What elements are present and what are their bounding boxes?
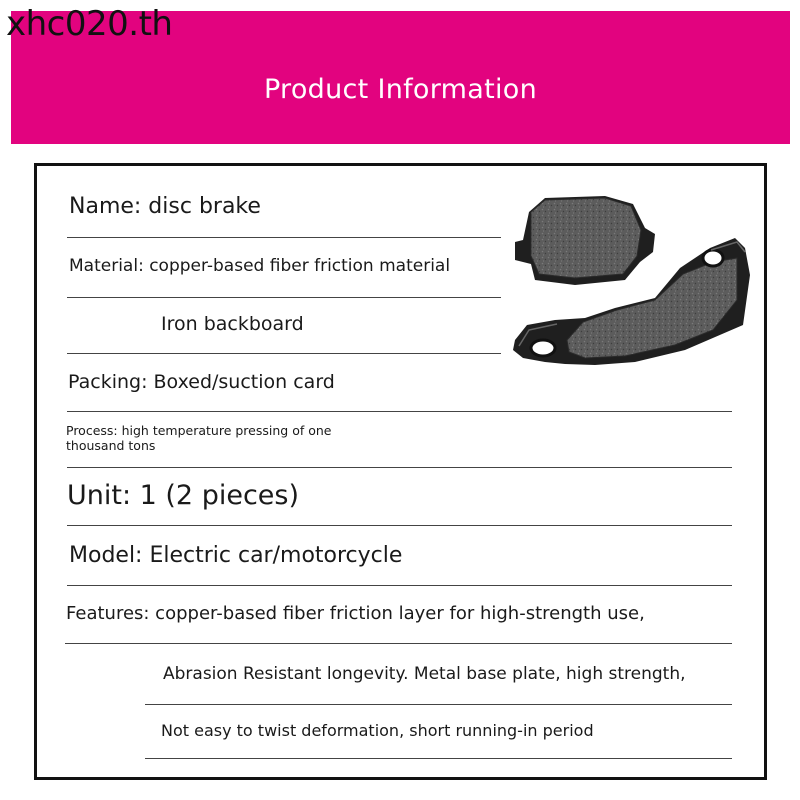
- divider: [67, 585, 732, 586]
- divider: [67, 467, 732, 468]
- material-continued: Iron backboard: [161, 313, 304, 335]
- process-field: Process: high temperature pressing of one thousand tons: [66, 423, 332, 453]
- brake-pads-icon: [505, 190, 755, 390]
- features-field: Features: copper-based fiber friction layer for high-strength use,: [66, 603, 645, 624]
- divider: [67, 353, 501, 354]
- divider: [67, 411, 732, 412]
- features-line-2: Abrasion Resistant longevity. Metal base plate, high strength,: [163, 664, 686, 684]
- packing-field: Packing: Boxed/suction card: [68, 371, 335, 393]
- unit-field: Unit: 1 (2 pieces): [67, 480, 300, 511]
- watermark-text: xhc020.th: [6, 4, 173, 44]
- features-line-3: Not easy to twist deformation, short running-in period: [161, 721, 594, 740]
- divider: [145, 758, 732, 759]
- divider: [67, 297, 501, 298]
- model-field: Model: Electric car/motorcycle: [69, 543, 403, 568]
- name-field: Name: disc brake: [69, 194, 261, 219]
- divider: [67, 525, 732, 526]
- divider: [65, 643, 732, 644]
- banner-title: Product Information: [263, 74, 538, 105]
- material-field: Material: copper-based fiber friction material: [69, 256, 451, 276]
- divider: [67, 237, 501, 238]
- divider: [145, 704, 732, 705]
